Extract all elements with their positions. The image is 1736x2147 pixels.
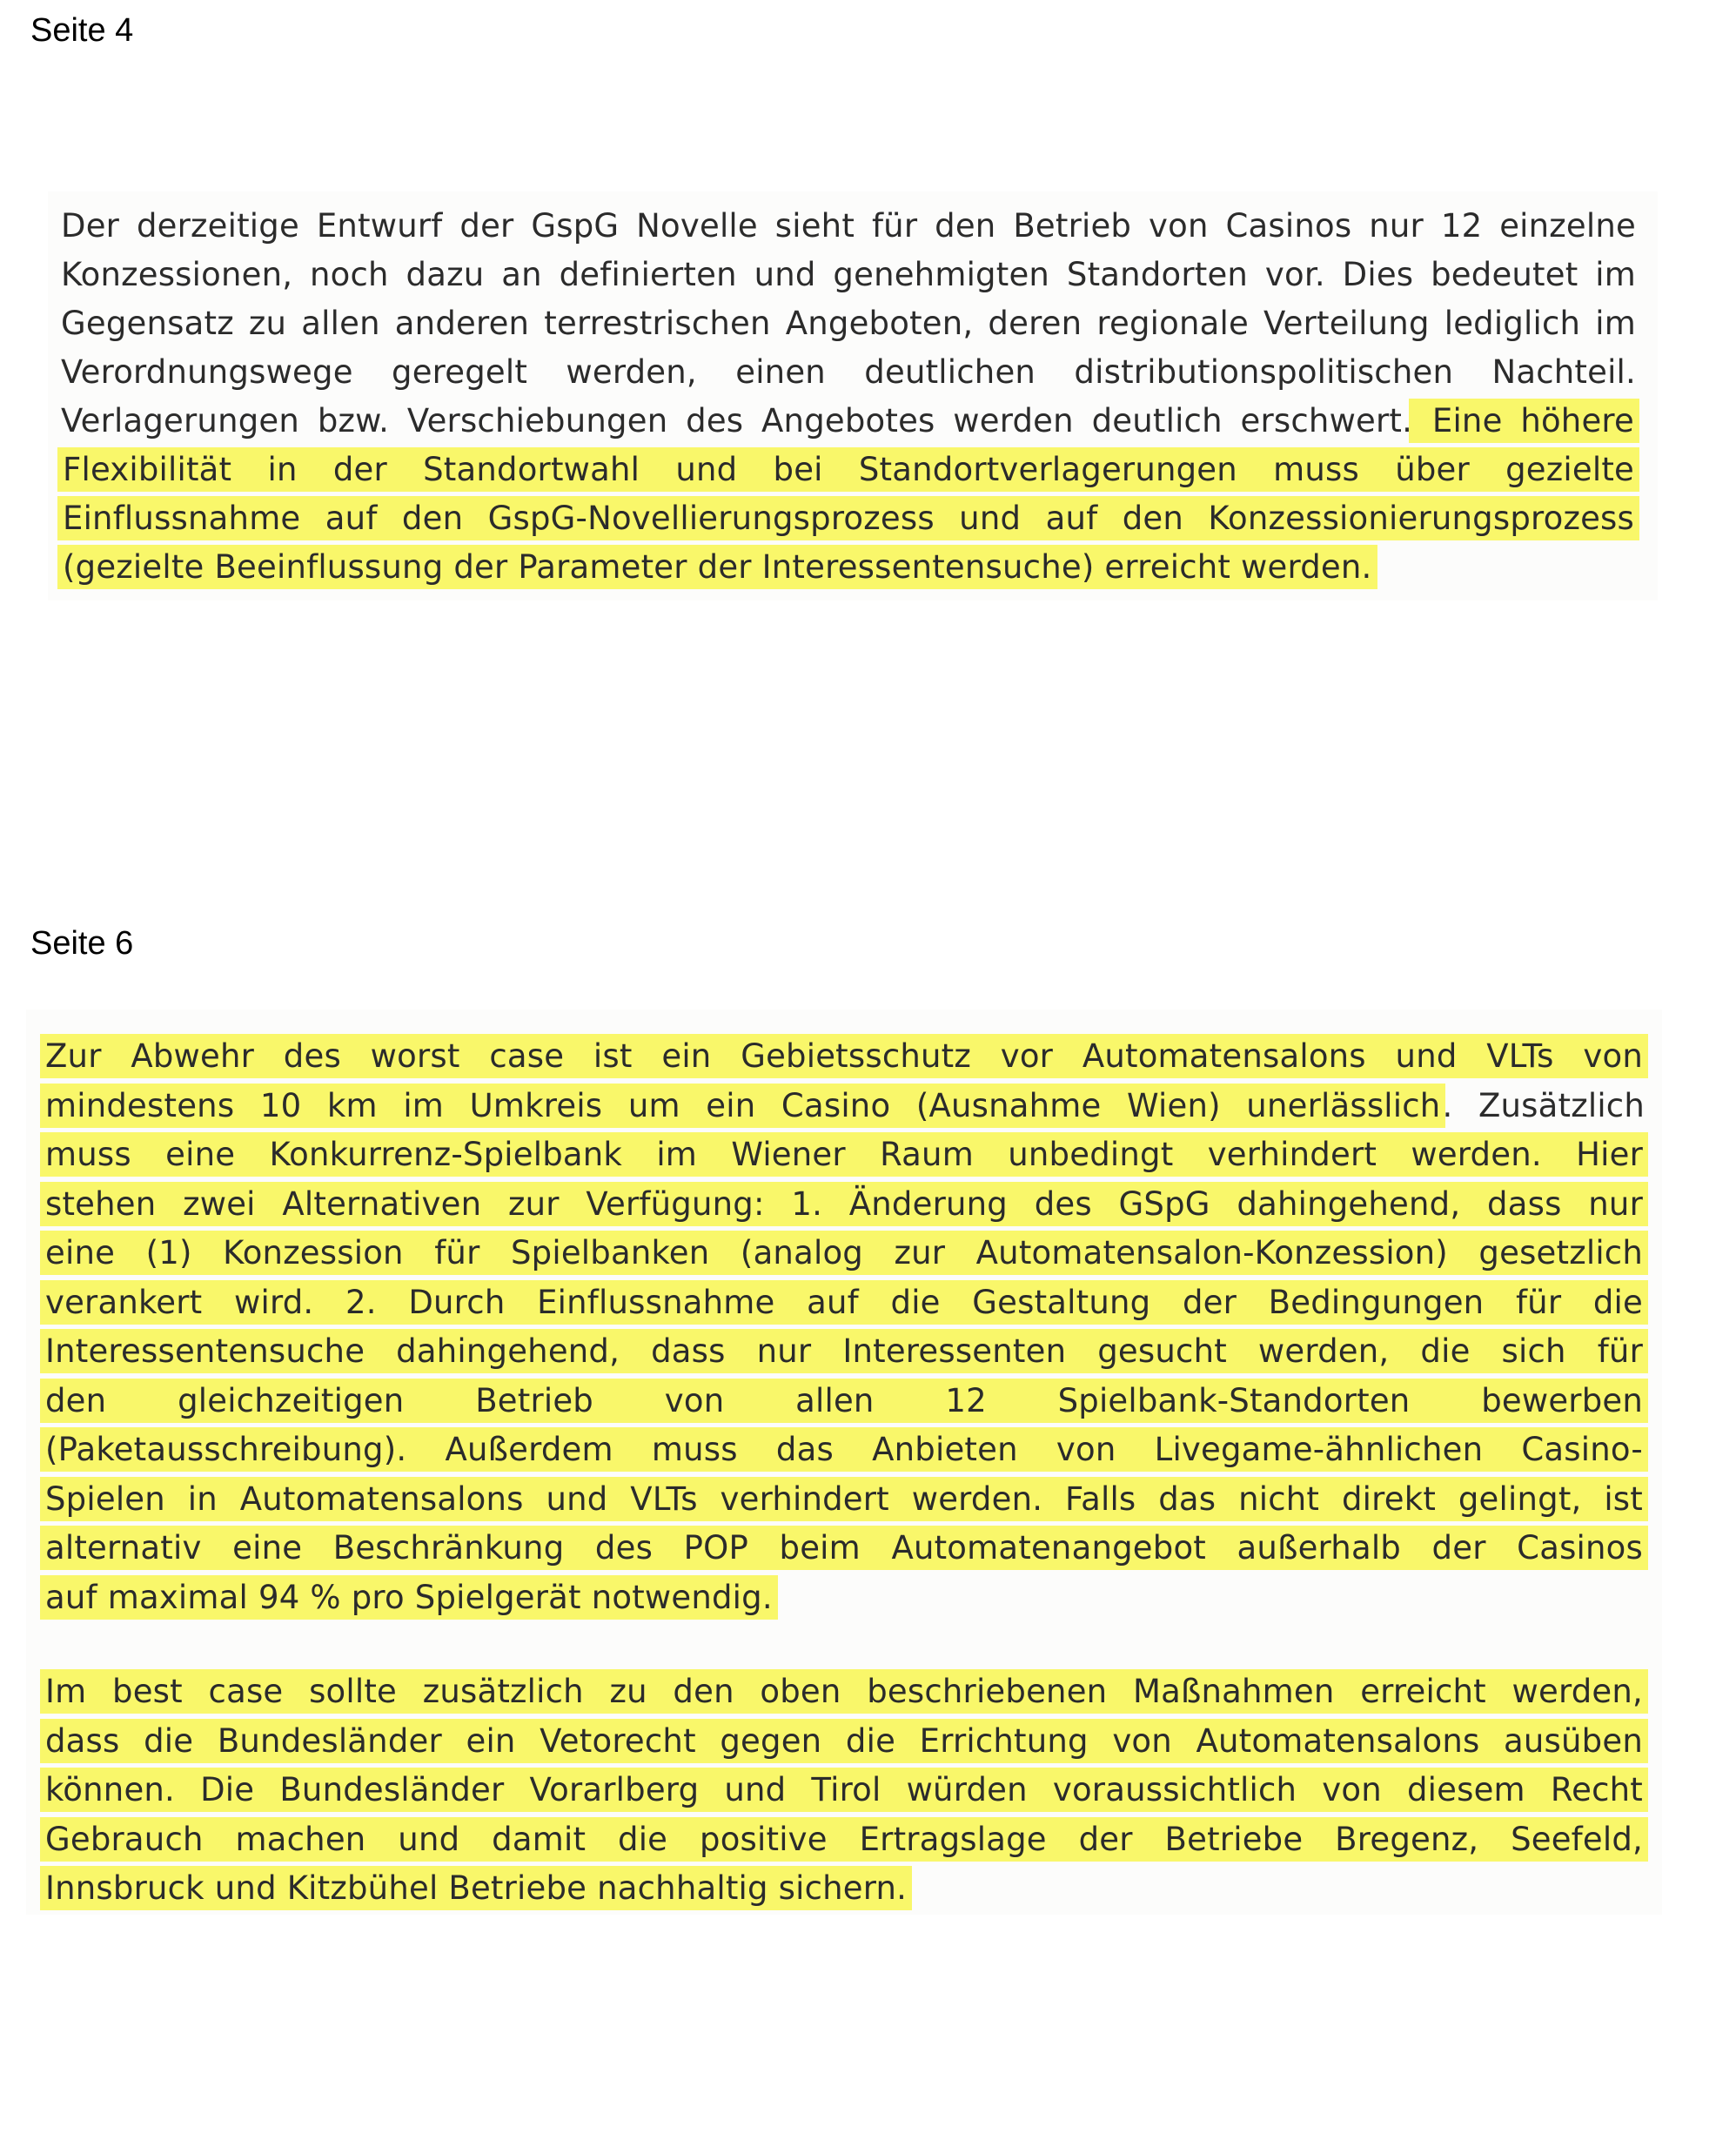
paragraph-seite-6-worst-case <box>44 1032 1645 1622</box>
highlighted-text: Im best case sollte zusätzlich zu den oben beschriebenen Maßnahmen erreicht werden, <box>45 1673 1643 1710</box>
highlighted-text: Gebrauch machen und damit die positive Ertragslage der Betriebe Bregenz, Seefeld, <box>45 1820 1643 1858</box>
text-line <box>44 1180 1645 1230</box>
highlighted-text: Eine höhere <box>1414 402 1634 439</box>
text-line <box>44 1475 1645 1525</box>
highlighted-text: dass die Bundesländer ein Vetorecht gegen die Errichtung von Automatensalons ausüben <box>45 1721 1643 1760</box>
highlighted-text: Spielen in Automatensalons und VLTs verhindert werden. Falls das nicht direkt gelingt, ist <box>45 1479 1643 1518</box>
paragraph-seite-6-best-case <box>44 1667 1645 1914</box>
highlighted-text: alternativ eine Beschränkung des POP beim Automatenangebot außerhalb der Casinos <box>45 1529 1643 1567</box>
text-line <box>44 1864 1645 1914</box>
highlighted-text: (gezielte Beeinflussung der Parameter der Interessentensuche) erreicht werden. <box>63 548 1372 586</box>
text-line <box>61 446 1636 494</box>
highlighted-text: eine (1) Konzession für Spielbanken (analog zur Automatensalon-Konzession) gesetzlich <box>45 1234 1643 1271</box>
highlighted-text: muss eine Konkurrenz-Spielbank im Wiener Raum unbedingt verhindert werden. Hier <box>45 1136 1643 1173</box>
highlighted-text: auf maximal 94 % pro Spielgerät notwendig. <box>45 1578 773 1616</box>
plain-text: Verlagerungen bzw. Verschiebungen des Angebotes werden deutlich erschwert. <box>61 402 1413 439</box>
text-line <box>44 1229 1645 1278</box>
highlighted-text: Zur Abwehr des worst case ist ein Gebietsschutz vor Automatensalons und VLTs von <box>45 1037 1643 1075</box>
text-line <box>61 251 1636 299</box>
text-line <box>61 543 1636 592</box>
text-line <box>44 1032 1645 1082</box>
highlighted-text: den gleichzeitigen Betrieb von allen 12 Spielbank-Standorten bewerben <box>45 1381 1643 1419</box>
highlighted-text: Flexibilität in der Standortwahl und bei Standortverlagerungen muss über gezielte <box>63 451 1634 488</box>
highlighted-text: mindestens 10 km im Umkreis um ein Casino (Ausnahme Wien) unerlässlich <box>45 1086 1441 1124</box>
text-line <box>61 397 1636 446</box>
text-line <box>44 1667 1645 1717</box>
page-label-seite-4: Seite 4 <box>30 12 134 49</box>
text-line <box>44 1717 1645 1767</box>
text-line <box>44 1278 1645 1328</box>
text-line <box>44 1426 1645 1475</box>
plain-text: Der derzeitige Entwurf der GspG Novelle sieht für den Betrieb von Casinos nur 12 einzelne <box>61 207 1636 245</box>
text-line <box>44 1377 1645 1426</box>
page-label-seite-6: Seite 6 <box>30 925 134 962</box>
text-line <box>44 1327 1645 1377</box>
text-line <box>61 299 1636 348</box>
text-line <box>44 1131 1645 1180</box>
paragraph-seite-4 <box>61 202 1636 592</box>
text-line <box>44 1815 1645 1865</box>
plain-text: . Zusätzlich <box>1442 1086 1646 1124</box>
text-line <box>44 1573 1645 1623</box>
text-line <box>44 1766 1645 1815</box>
plain-text: Konzessionen, noch dazu an definierten und genehmigten Standorten vor. Dies bedeutet im <box>61 256 1636 293</box>
text-line <box>61 494 1636 543</box>
plain-text: Verordnungswege geregelt werden, einen deutlichen distributionspolitischen Nachteil. <box>61 353 1636 391</box>
highlighted-text: können. Die Bundesländer Vorarlberg und Tirol würden voraussichtlich von diesem Recht <box>45 1771 1643 1808</box>
text-line <box>44 1524 1645 1573</box>
text-line <box>61 202 1636 251</box>
text-line <box>61 348 1636 397</box>
highlighted-text: (Paketausschreibung). Außerdem muss das Anbieten von Livegame-ähnlichen Casino- <box>45 1431 1643 1468</box>
highlighted-text: Innsbruck und Kitzbühel Betriebe nachhaltig sichern. <box>45 1869 908 1907</box>
highlighted-text: Einflussnahme auf den GspG-Novellierungsprozess und auf den Konzessionierungsprozess <box>63 500 1634 537</box>
highlighted-text: Interessentensuche dahingehend, dass nur Interessenten gesucht werden, die sich für <box>45 1332 1643 1370</box>
plain-text: Gegensatz zu allen anderen terrestrischen Angeboten, deren regionale Verteilung lediglich im <box>61 305 1636 342</box>
highlighted-text: verankert wird. 2. Durch Einflussnahme auf die Gestaltung der Bedingungen für die <box>45 1283 1643 1321</box>
text-line <box>44 1082 1645 1131</box>
highlighted-text: stehen zwei Alternativen zur Verfügung: 1. Änderung des GSpG dahingehend, dass nur <box>45 1184 1643 1223</box>
